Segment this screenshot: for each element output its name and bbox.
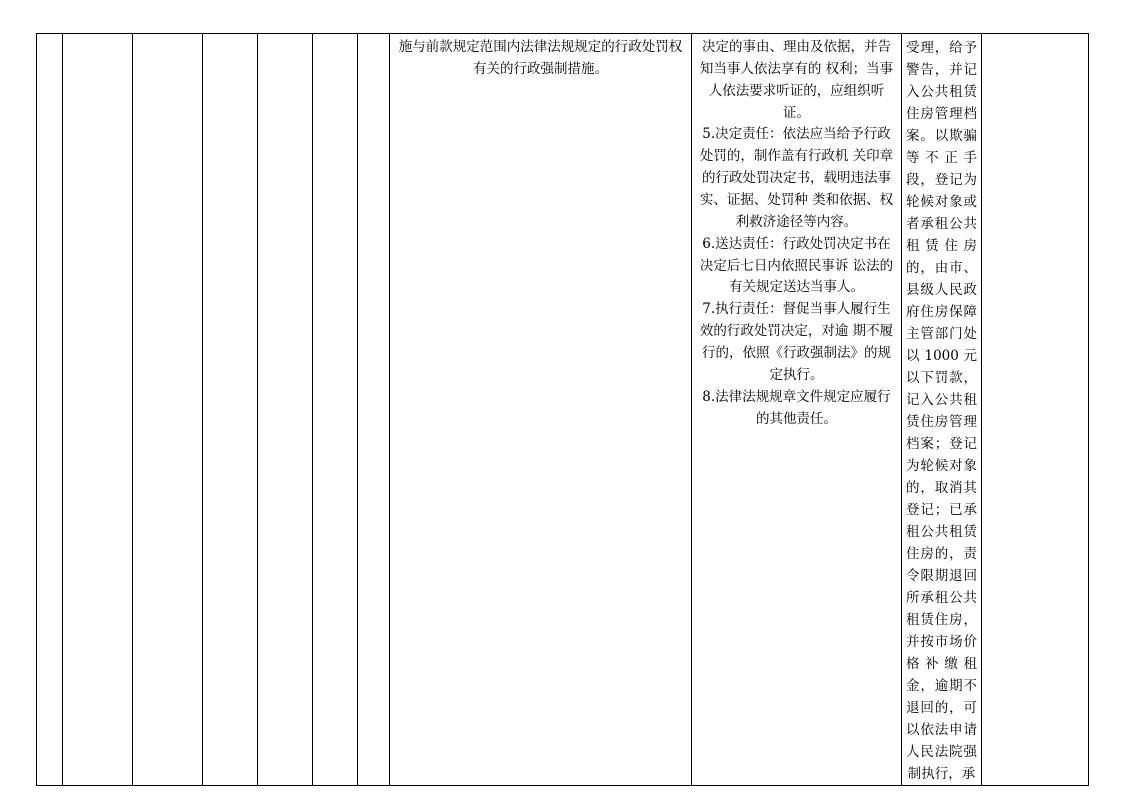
cell-enforcement-measures	[390, 34, 692, 786]
responsibility-paragraph: 8.法律法规规章文件规定应履行的其他责任。	[702, 388, 891, 427]
enforcement-measures-text: 施与前款规定范围内法律法规规定的行政处罚权有关的行政强制措施。	[398, 39, 683, 77]
cell-blank-3	[133, 34, 203, 786]
table-row	[37, 34, 1089, 786]
cell-blank-4	[203, 34, 258, 786]
document-table	[36, 33, 1089, 786]
cell-blank-last	[982, 34, 1089, 786]
responsibility-paragraph: 决定的事由、理由及依据，并告知当事人依法享有的 权利；当事人依法要求听证的，应组织听证。	[699, 39, 894, 121]
cell-blank-5	[258, 34, 313, 786]
cell-blank-7	[358, 34, 390, 786]
cell-blank-6	[313, 34, 358, 786]
cell-penalty-description	[902, 34, 982, 786]
cell-blank-1	[37, 34, 63, 786]
cell-blank-2	[63, 34, 133, 786]
responsibility-paragraph: 6.送达责任：行政处罚决定书在决定后七日内依照民事诉 讼法的有关规定送达当事人。	[699, 235, 894, 296]
cell-responsibilities	[692, 34, 902, 786]
responsibility-paragraph: 5.决定责任：依法应当给予行政处罚的，制作盖有行政机 关印章的行政处罚决定书，载明违法事实、证据、处罚种 类和依据、权利救济途径等内容。	[699, 126, 894, 230]
penalty-description-text: 受理，给予警告，并记入公共租赁住房管理档案。以欺骗等不正手段，登记为轮候对象或者承租公共租赁住房的，由市、县级人民政府住房保障主管部门处以 1000 元以下罚款，记入公共租赁住房管理档案；登记为轮候对象的，取消其登记；已承租公共租赁住房的，责令限期退回所承租公共租赁住房，并按市场价格补缴租金，逾期不退回的，可以依法申请人民法院强制执行，承	[906, 40, 977, 782]
responsibility-paragraph: 7.执行责任：督促当事人履行生效的行政处罚决定，对逾 期不履行的，依照《行政强制法》的规定执行。	[699, 301, 894, 383]
